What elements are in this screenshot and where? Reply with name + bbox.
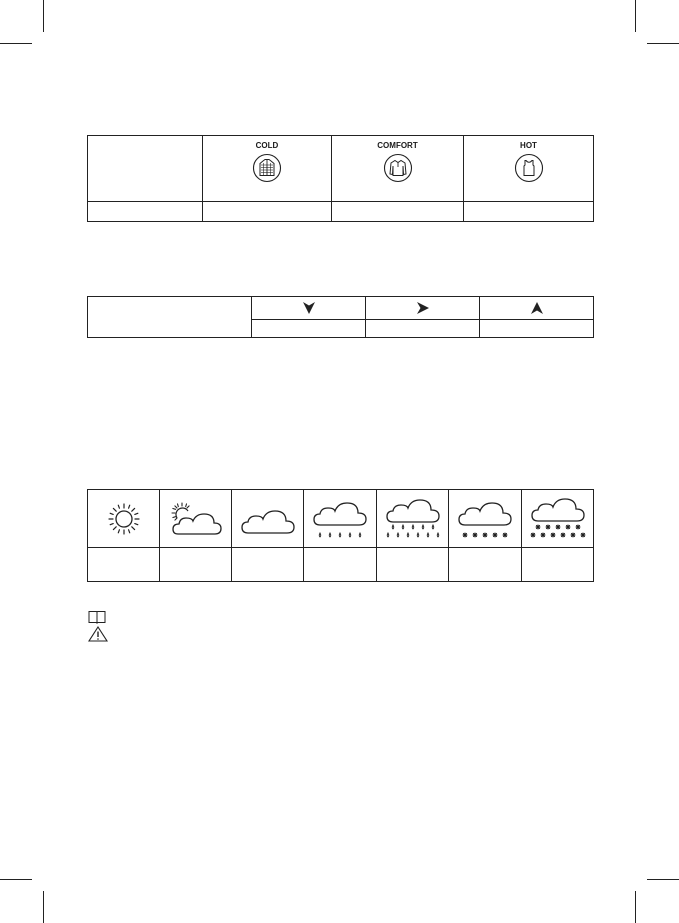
weather-value-cell: [88, 548, 160, 582]
comfort-col-cold: [203, 136, 332, 202]
crop-mark: [43, 0, 44, 32]
tank-top-icon: [514, 153, 544, 183]
crop-mark: [0, 879, 32, 880]
crop-mark: [635, 0, 636, 32]
comfort-value-cell: [464, 202, 594, 222]
arrow-right-icon: [416, 301, 430, 315]
trend-col-up: [480, 297, 594, 320]
trend-col-steady: [366, 297, 480, 320]
weather-value-cell: [522, 548, 594, 582]
cold-label: COLD: [255, 141, 279, 150]
weather-value-cell: [377, 548, 449, 582]
book-icon: [88, 610, 106, 624]
heavy-snow-icon: [526, 494, 590, 544]
weather-table: [87, 489, 594, 582]
weather-value-cell: [160, 548, 232, 582]
weather-cell-heavy-rain: [377, 490, 449, 548]
trend-col-down: [252, 297, 366, 320]
trend-table: [87, 296, 594, 338]
comfort-value-cell: [88, 202, 203, 222]
arrow-down-icon: [302, 301, 316, 315]
trend-value-cell: [366, 320, 480, 338]
comfort-value-cell: [203, 202, 332, 222]
weather-cell-sunny: [88, 490, 160, 548]
crop-mark: [43, 891, 44, 923]
weather-cell-partly-cloudy: [160, 490, 232, 548]
weather-cell-light-snow: [449, 490, 522, 548]
partly-cloudy-icon: [164, 499, 228, 539]
hot-label: HOT: [520, 141, 537, 150]
crop-mark: [647, 879, 679, 880]
sweater-icon: [383, 153, 413, 183]
weather-cell-heavy-snow: [522, 490, 594, 548]
crop-mark: [647, 43, 679, 44]
weather-value-cell: [304, 548, 377, 582]
comfort-value-cell: [332, 202, 464, 222]
comfort-table-corner: [88, 136, 203, 202]
weather-cell-cloudy: [232, 490, 304, 548]
comfort-table: [87, 135, 594, 222]
crop-mark: [0, 43, 32, 44]
warning-triangle-icon: [88, 626, 108, 642]
trend-value-cell: [480, 320, 594, 338]
weather-value-cell: [232, 548, 304, 582]
trend-value-cell: [252, 320, 366, 338]
comfort-label: COMFORT: [377, 141, 418, 150]
weather-value-cell: [449, 548, 522, 582]
light-snow-icon: [453, 496, 517, 542]
light-rain-icon: [308, 496, 372, 542]
warm-jacket-icon: [252, 153, 282, 183]
sunny-icon: [104, 499, 144, 539]
weather-cell-light-rain: [304, 490, 377, 548]
cloudy-icon: [236, 499, 300, 539]
heavy-rain-icon: [381, 494, 445, 544]
comfort-col-comfort: [332, 136, 464, 202]
trend-table-label-cell: [88, 297, 252, 338]
comfort-col-hot: [464, 136, 594, 202]
arrow-up-icon: [530, 301, 544, 315]
crop-mark: [635, 891, 636, 923]
